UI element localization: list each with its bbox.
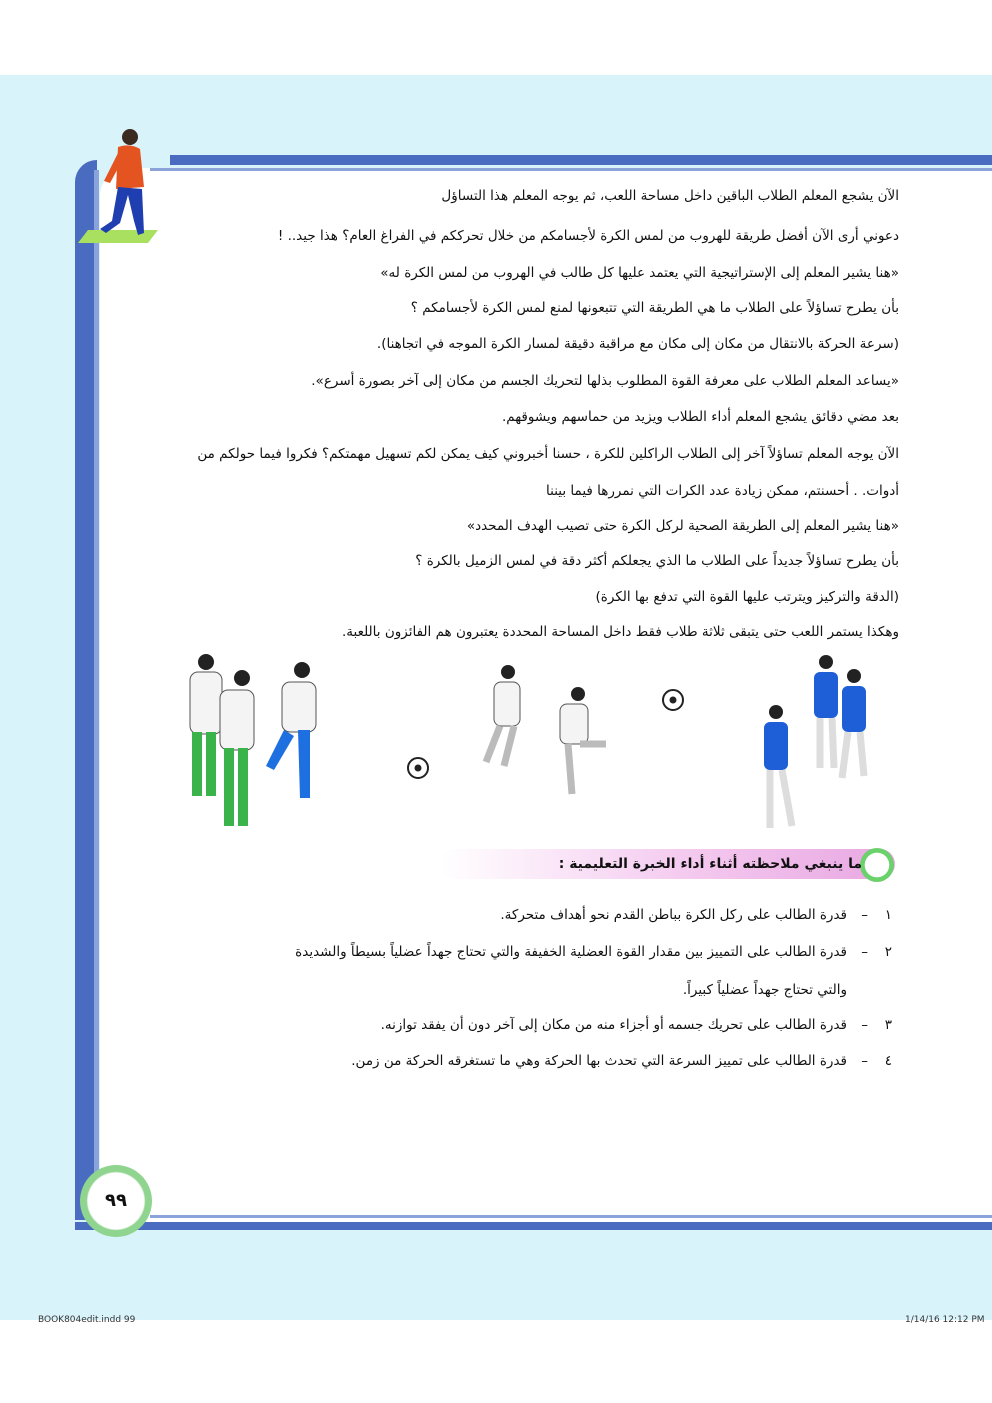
list-item: [192, 1053, 892, 1073]
body-line: أدوات. . أحسنتم، ممكن زيادة عدد الكرات التي نمررها فيما بيننا: [546, 483, 899, 499]
player-white-standing: [486, 665, 520, 766]
body-line: دعوني أرى الآن أفضل طريقة للهروب من لمس الكرة لأجسامكم من خلال تحرككم في الفراغ العام؟ هذا جيد.. !: [277, 228, 899, 244]
footer-datetime: 1/14/16 12:12 PM: [905, 1315, 985, 1325]
section-title: ما ينبغي ملاحظته أثناء أداء الخبرة التعليمية :: [558, 856, 862, 872]
player-blue-3: [842, 669, 866, 778]
list-item-text: قدرة الطالب على تحريك جسمه أو أجزاء منه من مكان إلى آخر دون أن يفقد توازنه.: [380, 1017, 847, 1033]
body-line: «يساعد المعلم الطلاب على معرفة القوة المطلوب بذلها لتحريك الجسم من مكان إلى آخر بصورة أسرع».: [311, 373, 899, 389]
body-line: (سرعة الحركة بالانتقال من مكان إلى مكان مع مراقبة دقيقة لمسار الكرة الموجه في اتجاهنا).: [376, 336, 899, 352]
player-white-blue-kicking: [266, 662, 316, 798]
body-line: «هنا يشير المعلم إلى الطريقة الصحية لركل الكرة حتى تصيب الهدف المحدد»: [466, 518, 899, 534]
frame-top-inner-border: [150, 168, 992, 171]
body-line: الآن يوجه المعلم تساؤلاً آخر إلى الطلاب الراكلين للكرة ، حسنا أخبروني كيف يمكن لكم تسهيل مهمتكم؟ فكروا فيما حولكم من: [197, 446, 899, 462]
frame-left-inner-border: [94, 170, 99, 1220]
list-item-text: قدرة الطالب على ركل الكرة بباطن القدم نحو أهداف متحركة.: [500, 907, 847, 923]
frame-top-border: [170, 155, 992, 165]
list-item-text: قدرة الطالب على التمييز بين مقدار القوة العضلية الخفيفة والتي تحتاج جهداً عضلياً بسيطاً والشديدة: [295, 944, 847, 960]
list-item-number: ٤: [884, 1053, 892, 1069]
body-line: بأن يطرح تساؤلاً على الطلاب ما هي الطريقة التي تتبعونها لمنع لمس الكرة لأجسامكم ؟: [410, 300, 899, 316]
soccer-ball-icon: [860, 848, 894, 882]
soccer-ball-1: [408, 758, 428, 778]
list-item-dash: –: [861, 1017, 868, 1033]
list-item: [192, 907, 892, 927]
soccer-ball-2: [663, 690, 683, 710]
page-number: ٩٩: [105, 1190, 127, 1211]
list-item: [192, 944, 892, 964]
body-line: الآن يشجع المعلم الطلاب الباقين داخل مساحة اللعب، ثم يوجه المعلم هذا التساؤل: [441, 188, 899, 204]
list-item-text: قدرة الطالب على تمييز السرعة التي تحدث بها الحركة وهي ما تستغرقه الحركة من زمن.: [351, 1053, 847, 1069]
list-item-number: ٢: [884, 944, 892, 960]
player-blue-1: [764, 705, 792, 828]
walking-man-illustration: [78, 125, 168, 243]
footer-file-name: BOOK804edit.indd 99: [38, 1315, 136, 1325]
player-blue-2: [814, 655, 838, 768]
player-white-green-1: [190, 654, 222, 796]
players-illustration: [170, 648, 890, 843]
body-line: (الدقة والتركيز ويترتب عليها القوة التي تدفع بها الكرة): [595, 589, 899, 605]
man-trousers-shape: [100, 187, 144, 235]
frame-bottom-border: [75, 1222, 992, 1230]
list-item: [192, 1017, 892, 1037]
list-item-number: ١: [884, 907, 892, 923]
frame-bottom-inner-border: [150, 1215, 992, 1218]
ground-patch-shape: [78, 230, 158, 243]
man-shirt-shape: [116, 145, 144, 189]
man-head-shape: [122, 129, 138, 145]
list-item-dash: –: [861, 944, 868, 960]
body-line: بأن يطرح تساؤلاً جديداً على الطلاب ما الذي يجعلكم أكثر دقة في لمس الزميل بالكرة ؟: [415, 553, 899, 569]
list-item: [192, 982, 892, 1002]
list-item-number: ٣: [884, 1017, 892, 1033]
body-line: «هنا يشير المعلم إلى الإستراتيجية التي يعتمد عليها كل طالب في الهروب من لمس الكرة له»: [380, 265, 899, 281]
list-item-text: والتي تحتاج جهداً عضلياً كبيراً.: [682, 982, 847, 998]
list-item-dash: –: [861, 907, 868, 923]
player-white-green-2: [220, 670, 254, 826]
body-line: وهكذا يستمر اللعب حتى يتبقى ثلاثة طلاب فقط داخل المساحة المحددة يعتبرون هم الفائزون باللعبة.: [341, 624, 899, 640]
player-white-kicking: [560, 687, 606, 794]
list-item-dash: –: [861, 1053, 868, 1069]
body-line: بعد مضي دقائق يشجع المعلم أداء الطلاب ويزيد من حماسهم ويشوقهم.: [501, 409, 899, 425]
